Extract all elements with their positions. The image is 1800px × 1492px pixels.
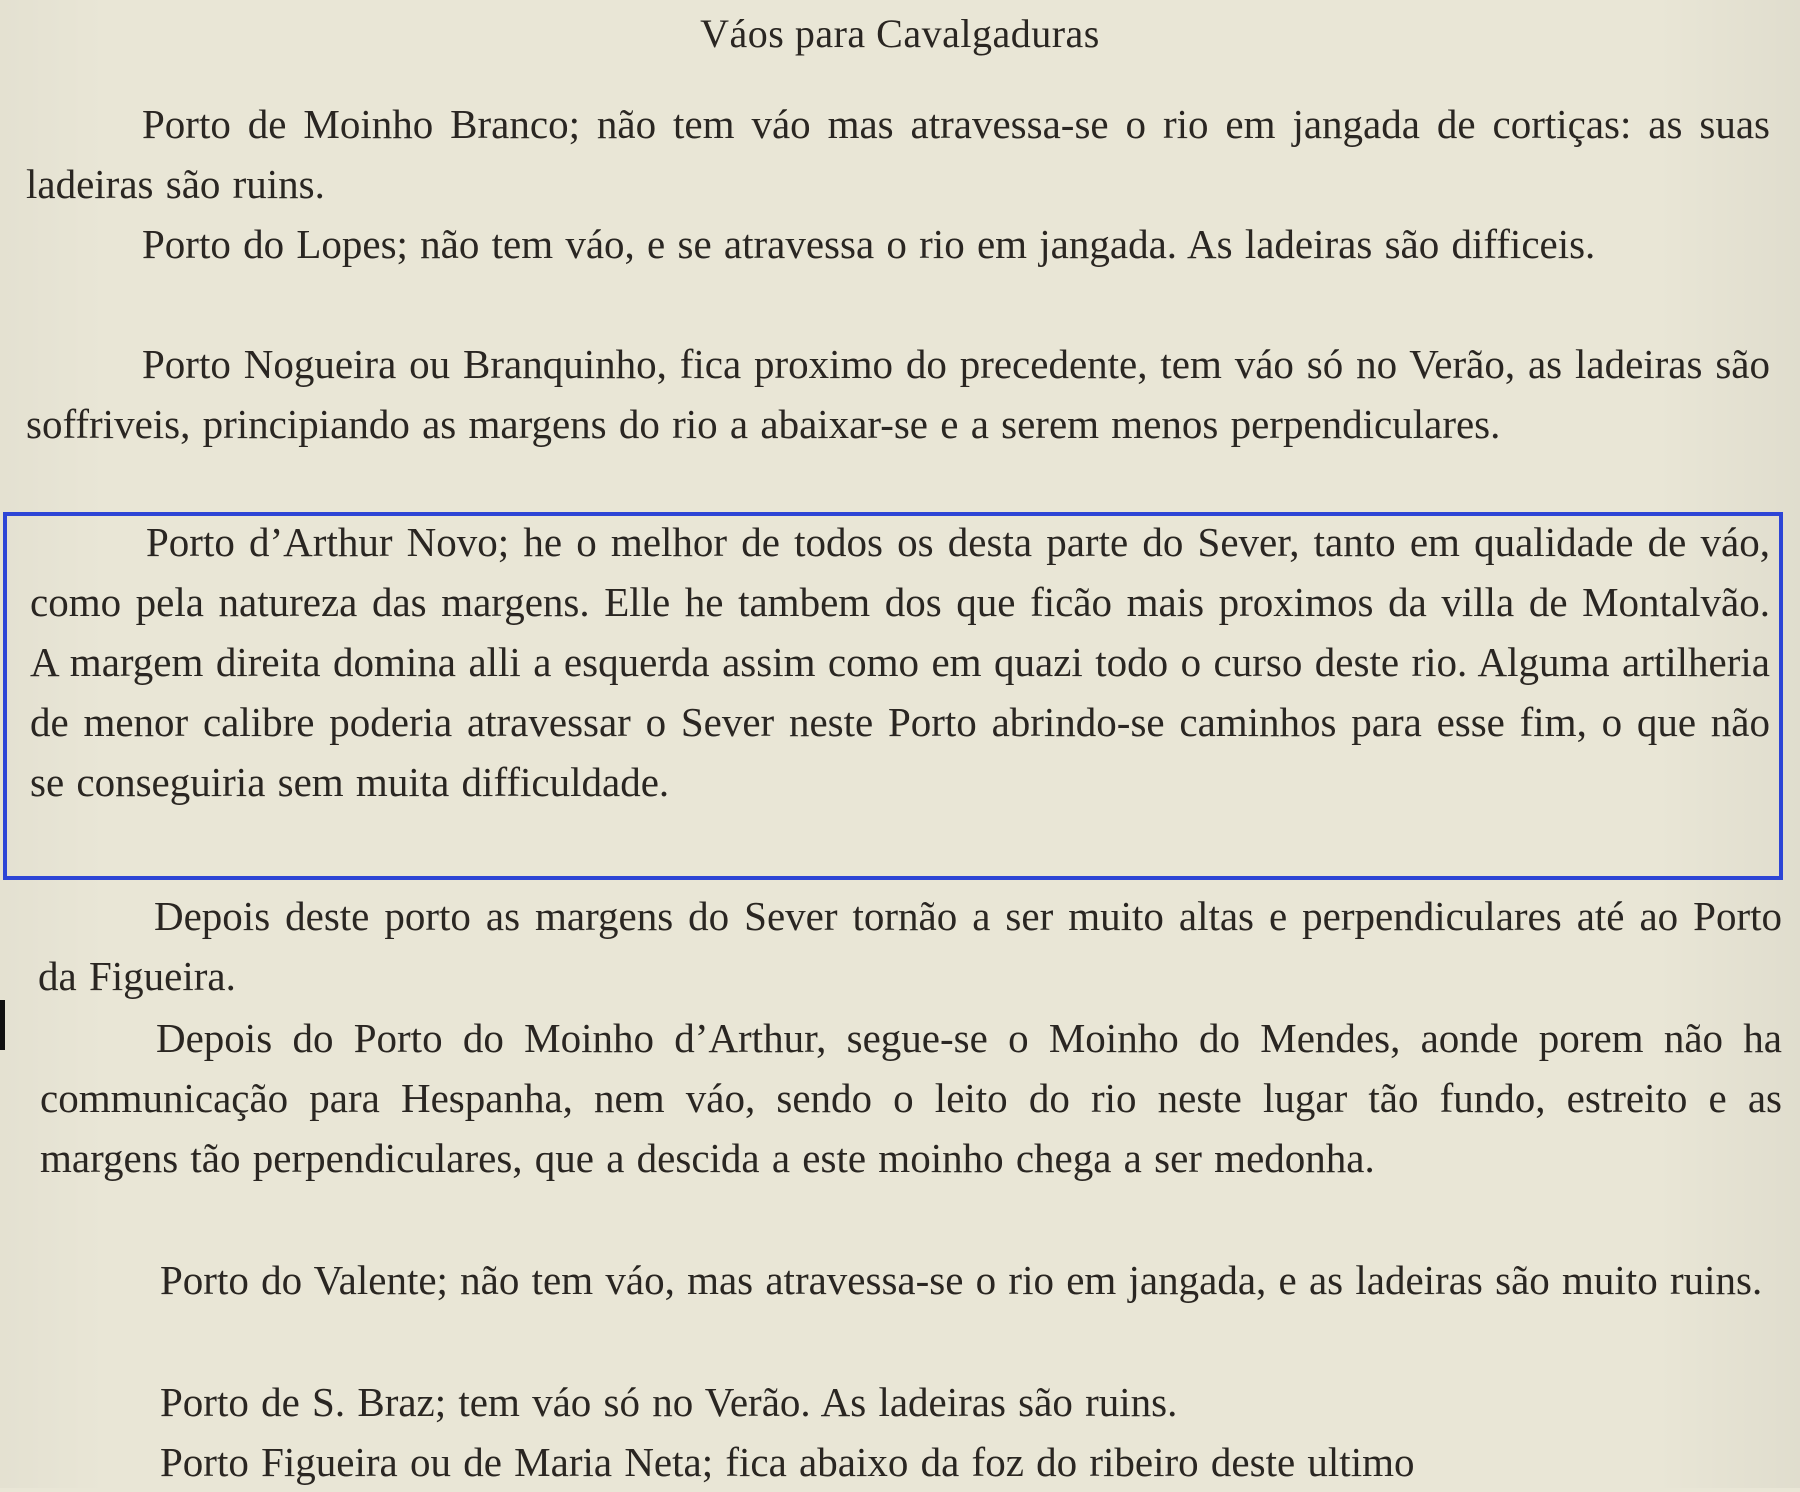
paragraph-depois-deste-porto: Depois deste porto as margens do Sever tornão a ser muito altas e perpendiculares até ao Porto da Figueira. bbox=[38, 893, 1782, 999]
highlight-box bbox=[3, 512, 1783, 880]
paragraph-porto-do-valente: Porto do Valente; não tem váo, mas atravessa-se o rio em jangada, e as ladeiras são muito ruins. bbox=[160, 1257, 1763, 1303]
paragraph-porto-nogueira: Porto Nogueira ou Branquinho, fica proximo do precedente, tem váo só no Verão, as ladeiras são soffriveis, principiando as margens do rio a abaixar-se e a serem menos perpendiculares. bbox=[26, 341, 1770, 447]
edge-mark bbox=[0, 1000, 5, 1050]
section-title: Váos para Cavalgaduras bbox=[700, 11, 1100, 56]
paragraph-porto-arthur-novo: Porto d’Arthur Novo; he o melhor de todos os desta parte do Sever, tanto em qualidade de váo, como pela natureza das margens. Elle he tambem dos que ficão mais proximos da villa de Montalvão. A margem direita domina alli a esquerda assim como em quazi todo o curso deste rio. Alguma artilheria de menor calibre poderia atravessar o Sever neste Porto abrindo-se caminhos para esse fim, o que não se conseguiria sem muita difficuldade. bbox=[30, 519, 1770, 805]
paragraph-porto-figueira: Porto Figueira ou de Maria Neta; fica abaixo da foz do ribeiro deste ultimo bbox=[160, 1439, 1415, 1485]
paragraph-porto-moinho-branco: Porto de Moinho Branco; não tem váo mas atravessa-se o rio em jangada de cortiças: as suas ladeiras são ruins. bbox=[26, 101, 1770, 207]
paragraph-moinho-do-mendes: Depois do Porto do Moinho d’Arthur, segue-se o Moinho do Mendes, aonde porem não ha communicação para Hespanha, nem váo, sendo o leito do rio neste lugar tão fundo, estreito e as margens tão perpendiculares, que a descida a este moinho chega a ser medonha. bbox=[40, 1015, 1782, 1181]
paragraph-porto-do-lopes: Porto do Lopes; não tem váo, e se atravessa o rio em jangada. As ladeiras são difficeis. bbox=[142, 221, 1596, 267]
paragraph-porto-s-braz: Porto de S. Braz; tem váo só no Verão. As ladeiras são ruins. bbox=[160, 1379, 1178, 1425]
